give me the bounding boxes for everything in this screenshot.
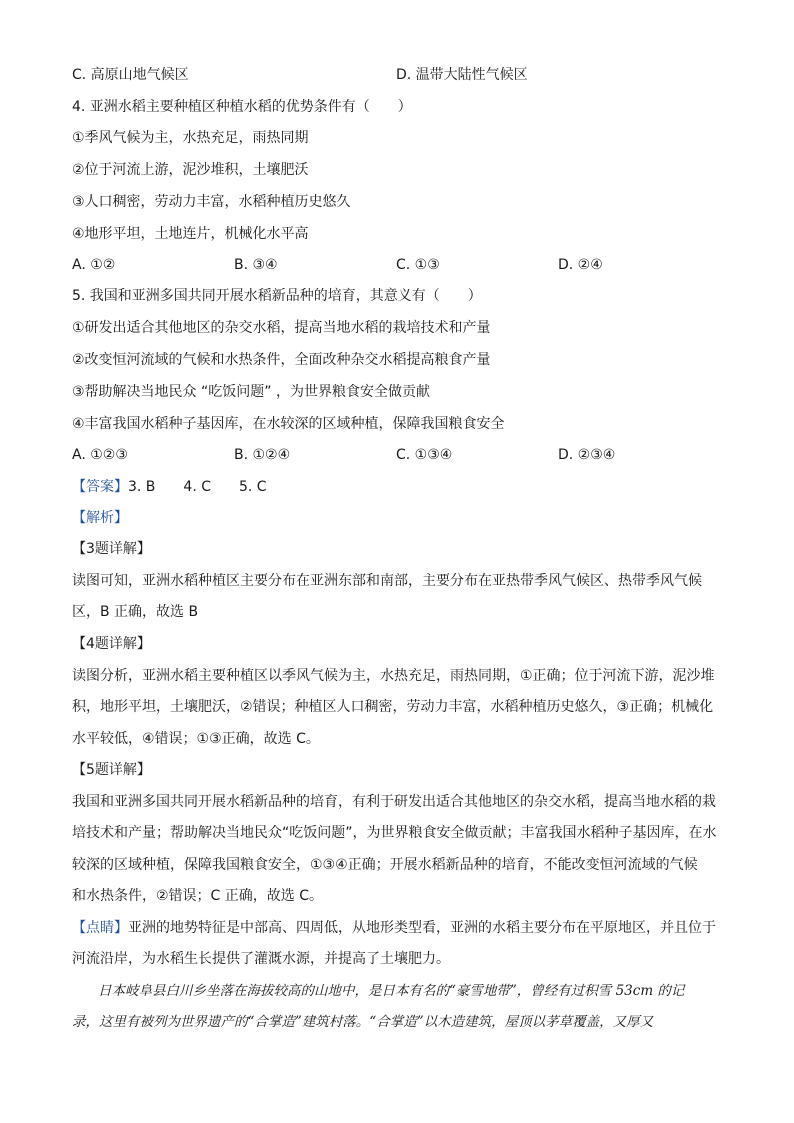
- q4-item-2: ②位于河流上游，泥沙堆积，土壤肥沃: [72, 162, 309, 178]
- detail3-line-1: 读图可知，亚洲水稻种植区主要分布在亚洲东部和南部，主要分布在亚热带季风气候区、热带季风气候: [72, 573, 702, 589]
- detail5-line-1: 我国和亚洲多国共同开展水稻新品种的培育，有利于研发出适合其他地区的杂交水稻，提高当地水稻的栽: [72, 794, 716, 810]
- q4-option-b: B. ③④: [234, 257, 278, 273]
- detail5-line-2: 培技术和产量；帮助解决当地民众“吃饭问题”，为世界粮食安全做贡献；丰富我国水稻种子基因库，在水: [72, 825, 717, 841]
- q5-option-c: C. ①③④: [396, 447, 453, 463]
- q5-stem: 5. 我国和亚洲多国共同开展水稻新品种的培育，其意义有（ ）: [72, 288, 482, 304]
- q5-item-1: ①研发出适合其他地区的杂交水稻，提高当地水稻的栽培技术和产量: [72, 320, 491, 336]
- answer-line: [72, 477, 267, 497]
- detail4-tag: 【4题详解】: [72, 636, 151, 652]
- q4-item-4: ④地形平坦，土地连片，机械化水平高: [72, 226, 309, 242]
- answer-tag: 【答案】: [72, 479, 128, 495]
- detail3-line-2: 区，B 正确，故选 B: [72, 604, 199, 620]
- q4-option-d: D. ②④: [558, 257, 603, 273]
- q5-item-2: ②改变恒河流域的气候和水热条件，全面改种杂交水稻提高粮食产量: [72, 352, 491, 368]
- detail4-line-3: 水平较低，④错误；①③正确，故选 C。: [72, 731, 320, 747]
- detail4-line-2: 积，地形平坦，土壤肥沃，②错误；种植区人口稠密，劳动力丰富，水稻种植历史悠久，③正确；机械化: [72, 699, 714, 715]
- q3-option-c: C. 高原山地气候区: [72, 67, 189, 83]
- narrative-line-2: 录，这里有被列为世界遗产的“合掌造”建筑村落。“合掌造”以木造建筑，屋顶以茅草覆盖，又厚又: [72, 1014, 654, 1030]
- q5-option-d: D. ②③④: [558, 447, 616, 463]
- q5-option-b: B. ①②④: [234, 447, 291, 463]
- narrative-line-1: 日本岐阜县白川乡坐落在海拔较高的山地中，是日本有名的“豪雪地带”，曾经有过积雪 53cm 的记: [98, 983, 685, 999]
- q4-stem: 4. 亚洲水稻主要种植区种植水稻的优势条件有（ ）: [72, 99, 412, 115]
- q4-option-a: A. ①②: [72, 257, 116, 273]
- analysis-tag: 【解析】: [72, 510, 128, 526]
- q4-item-3: ③人口稠密，劳动力丰富，水稻种植历史悠久: [72, 194, 351, 210]
- detail5-line-4: 和水热条件，②错误；C 正确，故选 C。: [72, 888, 324, 904]
- detail3-tag: 【3题详解】: [72, 541, 151, 557]
- q3-option-d: D. 温带大陆性气候区: [396, 67, 528, 83]
- q5-item-4: ④丰富我国水稻种子基因库，在水较深的区域种植，保障我国粮食安全: [72, 416, 505, 432]
- detail5-tag: 【5题详解】: [72, 762, 151, 778]
- q5-item-3: ③帮助解决当地民众 “吃饭问题” ，为世界粮食安全做贡献: [72, 384, 430, 400]
- q5-option-a: A. ①②③: [72, 447, 128, 463]
- q4-option-c: C. ①③: [396, 257, 440, 273]
- detail5-line-3: 较深的区域种植，保障我国粮食安全，①③④正确；开展水稻新品种的培育，不能改变恒河流域的气候: [72, 857, 698, 873]
- pointer-line-1: [72, 918, 716, 938]
- q4-item-1: ①季风气候为主，水热充足，雨热同期: [72, 130, 309, 146]
- answer-text: 3. B 4. C 5. C: [128, 479, 267, 495]
- pointer-text-1: 亚洲的地势特征是中部高、四周低，从地形类型看，亚洲的水稻主要分布在平原地区，并且位于: [128, 920, 716, 936]
- pointer-tag: 【点睛】: [72, 920, 128, 936]
- pointer-line-2: 河流沿岸，为水稻生长提供了灌溉水源，并提高了土壤肥力。: [72, 951, 450, 967]
- detail4-line-1: 读图分析，亚洲水稻主要种植区以季风气候为主，水热充足，雨热同期，①正确；位于河流下游，泥沙堆: [72, 668, 715, 684]
